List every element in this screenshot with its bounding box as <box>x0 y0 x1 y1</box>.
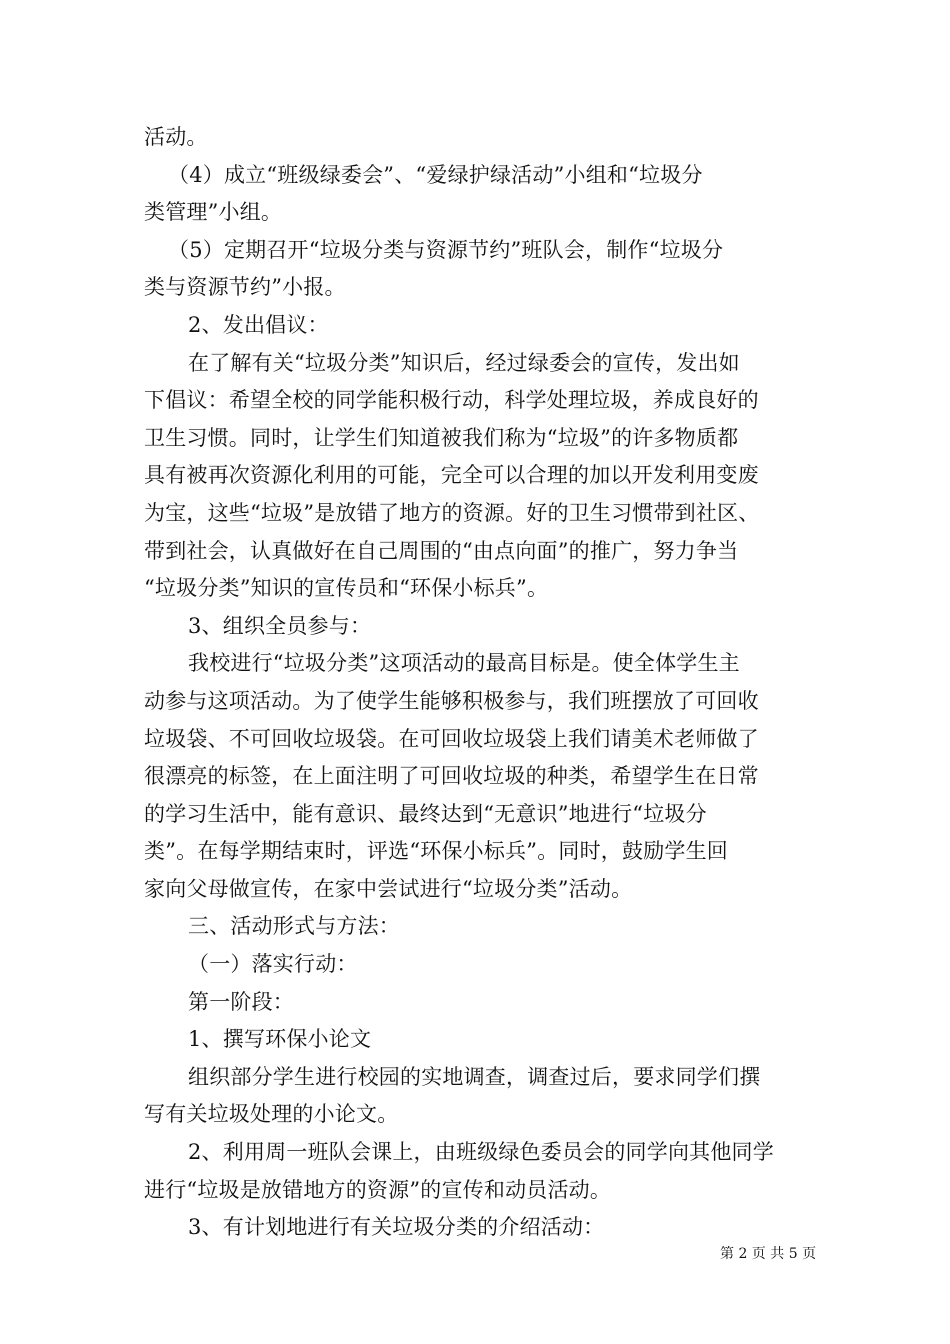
text-line <box>144 570 808 608</box>
text-line <box>144 420 808 458</box>
text-line-content: 垃圾袋、不可回收垃圾袋。在可回收垃圾袋上我们请美术老师做了 <box>144 726 759 751</box>
text-line-content: 3、有计划地进行有关垃圾分类的介绍活动： <box>188 1215 605 1240</box>
text-line-content: 动参与这项活动。为了使学生能够积极参与，我们班摆放了可回收 <box>144 688 759 713</box>
text-line-content: 在了解有关“垃圾分类”知识后，经过绿委会的宣传，发出如 <box>188 350 740 375</box>
text-line <box>144 1209 808 1247</box>
text-line <box>144 908 808 946</box>
text-line <box>144 533 808 571</box>
text-line-content: 3、组织全员参与： <box>188 613 372 638</box>
text-line <box>144 608 808 646</box>
document-body <box>144 119 808 1247</box>
text-line <box>144 683 808 721</box>
text-line <box>144 382 808 420</box>
text-line-content: 组织部分学生进行校园的实地调查，调查过后，要求同学们撰 <box>188 1064 761 1089</box>
text-line <box>144 871 808 909</box>
text-line <box>144 157 808 195</box>
text-line <box>144 796 808 834</box>
text-line-content: 很漂亮的标签，在上面注明了可回收垃圾的种类，希望学生在日常 <box>144 764 759 789</box>
text-line-content: 第一阶段： <box>188 989 294 1014</box>
text-line <box>144 758 808 796</box>
text-line-content: 具有被再次资源化利用的可能，完全可以合理的加以开发利用变废 <box>144 463 759 488</box>
text-line <box>144 1021 808 1059</box>
text-line-content: 类与资源节约”小报。 <box>144 275 346 300</box>
text-line <box>144 194 808 232</box>
text-line <box>144 495 808 533</box>
text-line <box>144 645 808 683</box>
text-line <box>144 119 808 157</box>
text-line <box>144 457 808 495</box>
text-line-content: 我校进行“垃圾分类”这项活动的最高目标是。使全体学生主 <box>188 651 740 676</box>
text-line-content: （5）定期召开“垃圾分类与资源节约”班队会，制作“垃圾分 <box>168 237 724 262</box>
text-line <box>144 345 808 383</box>
text-line-content: 带到社会，认真做好在自己周围的“由点向面”的推广，努力争当 <box>144 538 739 563</box>
text-line <box>144 232 808 270</box>
text-line-content: 卫生习惯。同时，让学生们知道被我们称为“垃圾”的许多物质都 <box>144 425 739 450</box>
text-line-content: “垃圾分类”知识的宣传员和“环保小标兵”。 <box>144 576 549 601</box>
text-line-content: 为宝，这些“垃圾”是放错了地方的资源。好的卫生习惯带到社区、 <box>144 500 760 525</box>
text-line-content: （4）成立“班级绿委会”、“爱绿护绿活动”小组和“垃圾分 <box>168 162 703 187</box>
text-line <box>144 984 808 1022</box>
text-line-content: 2、利用周一班队会课上，由班级绿色委员会的同学向其他同学 <box>188 1140 774 1165</box>
text-line-content: 家向父母做宣传，在家中尝试进行“垃圾分类”活动。 <box>144 876 633 901</box>
text-line-content: 进行“垃圾是放错地方的资源”的宣传和动员活动。 <box>144 1177 612 1202</box>
text-line-content: 活动。 <box>144 125 208 149</box>
text-line-content: 类”。在每学期结束时，评选“环保小标兵”。同时，鼓励学生回 <box>144 839 729 864</box>
text-line <box>144 269 808 307</box>
text-line <box>144 833 808 871</box>
text-line <box>144 946 808 984</box>
text-line-content: 的学习生活中，能有意识、最终达到“无意识”地进行“垃圾分 <box>144 801 707 826</box>
text-line-content: 下倡议：希望全校的同学能积极行动，科学处理垃圾，养成良好的 <box>144 388 759 413</box>
text-line <box>144 1134 808 1172</box>
text-line-content: 2、发出倡议： <box>188 312 329 337</box>
page-number-footer: 第 2 页 共 5 页 <box>720 1246 817 1262</box>
text-line <box>144 1096 808 1134</box>
text-line <box>144 721 808 759</box>
text-line-content: 1、撰写环保小论文 <box>188 1027 372 1052</box>
text-line-content: 类管理”小组。 <box>144 200 283 225</box>
text-line <box>144 307 808 345</box>
text-line <box>144 1059 808 1097</box>
text-line-content: （一）落实行动： <box>188 952 358 977</box>
text-line-content: 写有关垃圾处理的小论文。 <box>144 1102 399 1127</box>
text-line <box>144 1172 808 1210</box>
text-line-content: 三、活动形式与方法： <box>188 914 400 939</box>
